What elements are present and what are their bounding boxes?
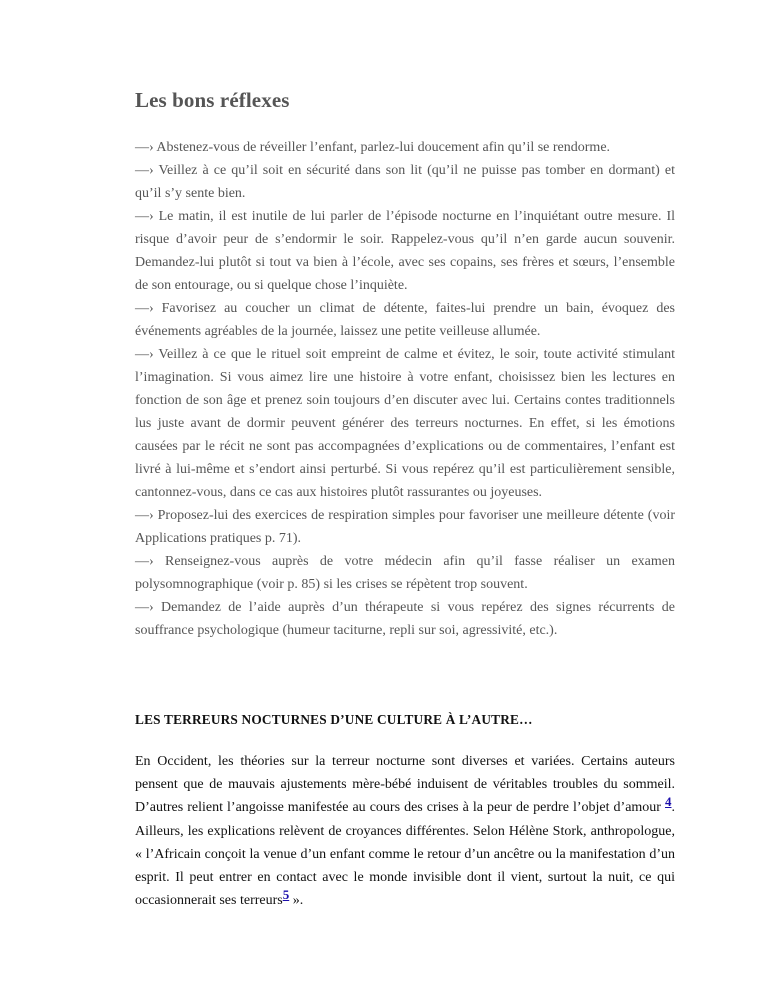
reflex-item: —› Veillez à ce qu’il soit en sécurité dans son lit (qu’il ne puisse pas tomber en dormant) et qu’il s’y sente bien. xyxy=(135,163,675,201)
footnote-link-4[interactable]: 4 xyxy=(665,794,672,810)
reflex-item: —› Veillez à ce que le rituel soit empreint de calme et évitez, le soir, toute activité stimulant l’imagination. Si vous aimez lire une histoire à votre enfant, choisissez bien les lectures en fonction de son âge et prenez soin toujours d’en discuter avec lui. Certains contes traditionnels lus juste avant de dormir peuvent générer des terreurs nocturnes. En effet, si les émotions causées par le récit ne sont pas accompagnées d’explications ou de commentaires, l’enfant est livré à lui-même et s’endort ainsi perturbé. Si vous repérez qu’il est particulièrement sensible, cantonnez-vous, dans ce cas aux histoires plutôt rassurantes ou joyeuses. xyxy=(135,347,675,500)
paragraph-text-part-3: ». xyxy=(289,893,304,909)
reflex-item: —› Demandez de l’aide auprès d’un thérapeute si vous repérez des signes récurrents de souffrance psychologique (humeur taciturne, repli sur soi, agressivité, etc.). xyxy=(135,600,675,638)
reflexes-list xyxy=(135,136,675,642)
section-heading: LES TERREURS NOCTURNES D’UNE CULTURE À L’AUTRE… xyxy=(135,712,533,727)
section-title: Les bons réflexes xyxy=(135,88,290,112)
reflex-item: —› Renseignez-vous auprès de votre médecin afin qu’il fasse réaliser un examen polysomnographique (voir p. 85) si les crises se répètent trop souvent. xyxy=(135,554,675,592)
reflex-item: —› Le matin, il est inutile de lui parler de l’épisode nocturne en l’inquiétant outre mesure. Il risque d’avoir peur de s’endormir le soir. Rappelez-vous qu’il n’en garde aucun souvenir. Demandez-lui plutôt si tout va bien à l’école, avec ses copains, ses frères et sœurs, l’ensemble de son entourage, ou si quelque chose l’inquiète. xyxy=(135,209,675,293)
reflex-item: —› Proposez-lui des exercices de respiration simples pour favoriser une meilleure détente (voir Applications pratiques p. 71). xyxy=(135,508,675,546)
paragraph-text-part-1: En Occident, les théories sur la terreur nocturne sont diverses et variées. Certains auteurs pensent que de mauvais ajustements mère-bébé induisent de véritables troubles du sommeil. D’autres relient l’angoisse manifestée au cours des crises à la peur de perdre l’objet d’amour xyxy=(135,754,675,816)
footnote-link-5[interactable]: 5 xyxy=(282,887,290,903)
reflex-item: —› Abstenez-vous de réveiller l’enfant, parlez-lui doucement afin qu’il se rendorme. xyxy=(135,140,611,155)
reflex-item: —› Favorisez au coucher un climat de détente, faites-lui prendre un bain, évoquez des événements agréables de la journée, laissez une petite veilleuse allumée. xyxy=(135,301,675,339)
paragraph-text-part-2: . Ailleurs, les explications relèvent de croyances différentes. Selon Hélène Stork, anthropologue, « l’Africain conçoit la venue d’un enfant comme le retour d’un ancêtre ou la manifestation d’un esprit. Il peut entrer en contact avec le monde invisible dont il vient, surtout la nuit, ce qui occasionnerait ses terreurs xyxy=(135,800,675,909)
body-paragraph xyxy=(135,750,675,912)
